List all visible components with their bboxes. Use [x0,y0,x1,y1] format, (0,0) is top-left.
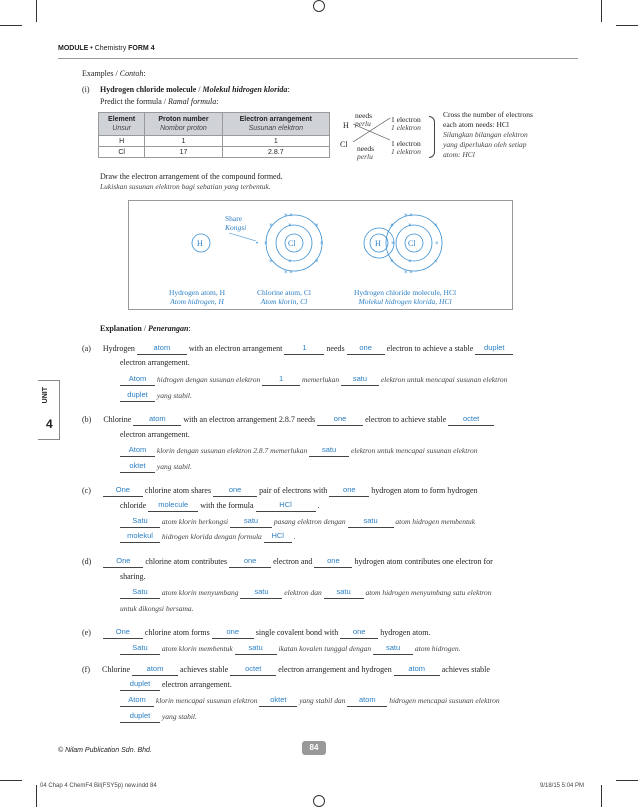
electron-label-my: 1 elektron [391,147,421,156]
answer-d-line2: sharing. [120,572,146,581]
share-label: Share Kongsi [225,214,247,232]
form-label: FORM 4 [128,45,155,52]
answer-e-my1: Satu atom klorin membentuk satu ikatan kovalen tunggal dengan satu atom hidrogen. [120,643,460,655]
svg-text:×: × [288,259,292,265]
electron-diagram [128,200,513,310]
crop-mark [601,785,602,807]
cross-note-my: Silangkan bilangan elektron yang diperlukan oleh setiap atom: HCl [443,130,528,159]
answer-f-line2: duplet electron arrangement. [120,679,232,691]
molecule-caption: Hydrogen chloride molecule, HCl Molekul hidrogen klorida, HCl [354,288,457,306]
explanation-heading: Explanation / Penerangan: [100,324,191,333]
unit-tab [38,380,60,440]
crop-mark [36,0,37,22]
svg-text:×: × [288,223,292,229]
svg-text:×: × [269,259,273,265]
answer-b-my2: oktet yang stabil. [120,461,192,473]
cl-symbol: Cl [288,239,296,248]
svg-text:×: × [390,223,394,229]
copyright: © Nilam Publication Sdn. Bhd. [58,747,152,754]
electron-label-my: 1 elektron [391,123,421,132]
table-row: Cl 17 2.8.7 [99,147,330,158]
predict-line: Predict the formula / Ramal formula: [100,97,219,106]
examples-heading: Examples / Contoh: [82,69,146,78]
svg-text:×: × [391,241,395,247]
h-atom-caption: Hydrogen atom, H Atom hidrogen, H [169,288,226,306]
answer-b-line2: electron arrangement. [120,430,190,439]
answer-c-line2: chloride molecule with the formula HCl . [120,500,320,510]
needs-arrows [350,112,395,157]
brace [429,116,435,158]
svg-text:×: × [408,259,412,265]
answer-e-line1: (e) One chlorine atom forms one single covalent bond with one hydrogen atom. [82,627,431,637]
module-label: MODULE [58,45,89,52]
crop-mark [601,0,602,22]
svg-text:×: × [408,223,412,229]
answer-a-my1: Atom hidrogen dengan susunan elektron 1 memerlukan satu elektron untuk mencapai susunan elektron [120,374,507,386]
needs-h: H [343,121,349,130]
answer-d-line1: (d) One chlorine atom contributes one electron and one hydrogen atom contributes one electron for [82,556,493,566]
answer-a-line1: (a) Hydrogen atom with an electron arrangement 1 needs one electron to achieve a stable duplet [82,343,513,355]
svg-text:×: × [434,223,438,229]
perlu-word: perlu [357,152,373,161]
svg-text:×: × [315,223,319,229]
unit-number: 4 [46,417,53,431]
svg-text:× ×: × × [284,270,293,276]
answer-b-line1: (b) Chlorine atom with an electron arrangement 2.8.7 needs one electron to achieve stable octet [82,414,494,426]
crop-mark [616,25,638,26]
electron-label: 1 electron [391,115,421,124]
perlu-word: perlu [355,119,371,128]
svg-text:×: × [315,259,319,265]
answer-c-my2: molekul hidrogen klorida dengan formula HCl . [120,531,295,543]
answer-b-my1: Atom klorin dengan susunan elektron 2.8.7 memerlukan satu elektron untuk mencapai susunan elektron [120,445,477,457]
cl-symbol: Cl [408,239,416,248]
page-number: 84 [302,741,326,755]
svg-text:×: × [435,241,439,247]
cross-note: Cross the number of electrons each atom needs: HCl [443,110,533,129]
h-symbol: H [197,239,203,248]
file-slug: 04 Chap 4 ChemF4 Bil(FSY5p) new.indd 84 [40,783,157,789]
answer-f-my1: Atom klorin mencapai susunan elektron oktet yang stabil dan atom hidrogen mencapai susunan elektron [120,695,500,707]
svg-text:×: × [320,241,324,247]
table-row: H 1 1 [99,136,330,147]
draw-instruction: Draw the electron arrangement of the compound formed. [100,172,283,181]
needs-word: needs [357,144,375,153]
module-header: MODULE • Chemistry FORM 4 [58,45,578,59]
svg-text:×: × [264,241,268,247]
item-number: (i) [82,85,90,94]
svg-text:× ×: × × [404,213,413,219]
crop-mark [616,780,638,781]
item-title: Hydrogen chloride molecule / Molekul hidrogen klorida: [100,85,290,94]
crop-mark [0,780,22,781]
crop-mark [36,785,37,807]
needs-word: needs [355,111,373,120]
unit-label: UNIT [42,387,49,404]
answer-a-my2: duplet yang stabil. [120,390,192,402]
svg-text:•: • [256,241,259,247]
svg-text:×: × [269,223,273,229]
registration-mark [313,795,325,807]
crop-mark [0,25,22,26]
answer-f-line1: (f) Chlorine atom achieves stable octet electron arrangement and hydrogen atom achieves stable [82,664,490,674]
subject-label: Chemistry [94,45,127,52]
cl-atom-caption: Chlorine atom, Cl Atom klorin, Cl [257,288,311,306]
answer-c-line1: (c) One chlorine atom shares one pair of electrons with one hydrogen atom to form hydrogen [82,485,478,495]
answer-a-line2: electron arrangement. [120,358,190,367]
registration-mark [313,0,325,12]
h-symbol: H [375,239,381,248]
needs-cl: Cl [340,140,348,149]
answer-d-my1: Satu atom klorin menyumbang satu elektron dan satu atom hidrogen menyumbang satu elektron [120,587,492,599]
print-date: 9/18/15 5:04 PM [540,783,585,789]
element-table: Element Unsur Proton number Nombor proton Electron arrangement Susunan elektron H 1 1 Cl 17 2.8.7 [98,112,330,158]
svg-text:× ×: × × [284,213,293,219]
electron-label: 1 electron [391,139,421,148]
draw-instruction-my: Lukiskan susunan elektron bagi sebatian yang terbentuk. [100,182,271,191]
answer-c-my1: Satu atom klorin berkongsi satu pasang elektron dengan satu atom hidrogen membentuk [120,516,475,528]
answer-d-my2: untuk dikongsi bersama. [120,604,194,613]
svg-text:×: × [434,259,438,265]
answer-f-my2: duplet yang stabil. [120,711,197,723]
svg-text:× ×: × × [404,270,413,276]
svg-text:×: × [390,259,394,265]
